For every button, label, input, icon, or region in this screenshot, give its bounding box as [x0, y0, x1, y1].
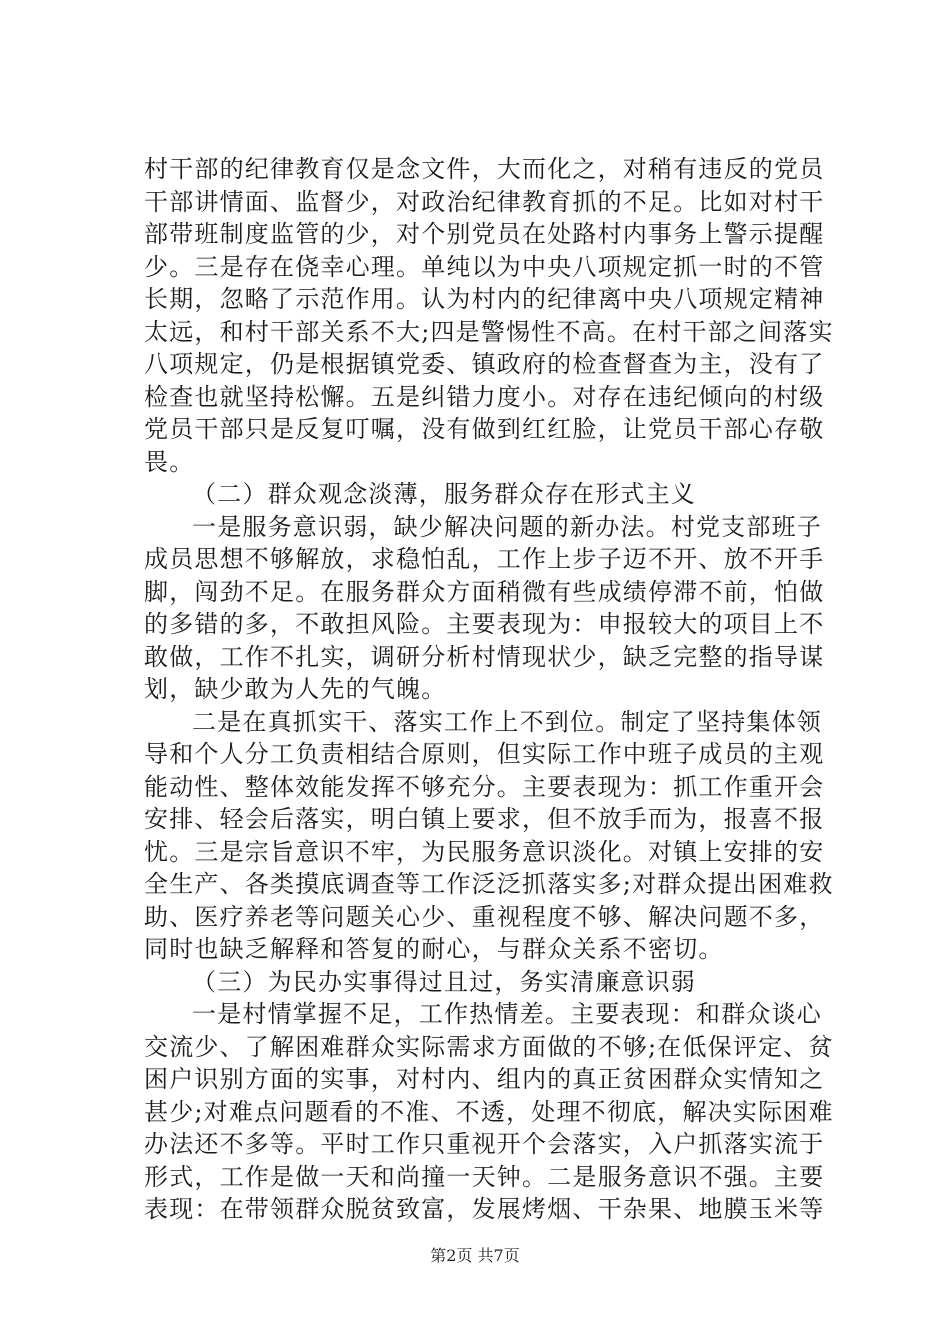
text-line: 表现：在带领群众脱贫致富，发展烤烟、干杂果、地膜玉米等 — [144, 1195, 825, 1223]
text-line: 交流少、了解困难群众实际需求方面做的不够;在低保评定、贫 — [144, 1032, 834, 1061]
text-line: 困户识别方面的实事，对村内、组内的真正贫困群众实情知之 — [144, 1065, 825, 1093]
text-line: 形式，工作是做一天和尚撞一天钟。二是服务意识不强。主要 — [144, 1162, 825, 1191]
text-line: 安排、轻会后落实，明白镇上要求，但不放手而为，报喜不报 — [144, 805, 825, 833]
text-line: 八项规定，仍是根据镇党委、镇政府的检查督查为主，没有了 — [144, 350, 825, 378]
text-line: 成员思想不够解放，求稳怕乱，工作上步子迈不开、放不开手 — [144, 545, 825, 573]
text-line: 一是村情掌握不足，工作热情差。主要表现：和群众谈心 — [192, 1000, 822, 1028]
text-line: 全生产、各类摸底调查等工作泛泛抓落实多;对群众提出困难救 — [144, 870, 834, 898]
text-line: 长期，忽略了示范作用。认为村内的纪律离中央八项规定精神 — [144, 285, 825, 313]
text-line: 二是在真抓实干、落实工作上不到位。制定了坚持集体领 — [192, 707, 822, 736]
text-line: 划，缺少敢为人先的气魄。 — [144, 675, 447, 703]
text-line: 一是服务意识弱，缺少解决问题的新办法。村党支部班子 — [192, 512, 822, 541]
text-line: 畏。 — [144, 447, 195, 476]
text-line: 太远，和村干部关系不大;四是警惕性不高。在村干部之间落实 — [144, 317, 834, 346]
text-line: 的多错的多，不敢担风险。主要表现为：申报较大的项目上不 — [144, 610, 825, 638]
text-line: 能动性、整体效能发挥不够充分。主要表现为：抓工作重开会 — [144, 772, 825, 801]
text-line: 办法还不多等。平时工作只重视开个会落实，入户抓落实流于 — [144, 1130, 825, 1158]
text-line: 同时也缺乏解释和答复的耐心，与群众关系不密切。 — [144, 935, 724, 963]
text-line: 导和个人分工负责相结合原则，但实际工作中班子成员的主观 — [144, 740, 825, 768]
text-line: 少。三是存在侥幸心理。单纯以为中央八项规定抓一时的不管 — [144, 252, 825, 281]
text-line: 部带班制度监管的少，对个别党员在处路村内事务上警示提醒 — [144, 220, 825, 248]
text-line: 忧。三是宗旨意识不牢，为民服务意识淡化。对镇上安排的安 — [144, 837, 825, 866]
page-number-footer: 第2页 共7页 — [430, 1246, 520, 1265]
text-line: 脚，闯劲不足。在服务群众方面稍微有些成绩停滞不前，怕做 — [144, 577, 825, 606]
text-line: 敢做，工作不扎实，调研分析村情现状少，缺乏完整的指导谋 — [144, 642, 825, 671]
document-body — [144, 153, 834, 1226]
text-line: 检查也就坚持松懈。五是纠错力度小。对存在违纪倾向的村级 — [144, 382, 825, 411]
text-line: 助、医疗养老等问题关心少、重视程度不够、解决问题不多， — [144, 902, 825, 931]
section-heading: （二）群众观念淡薄，服务群众存在形式主义 — [192, 480, 696, 508]
text-line: 甚少;对难点问题看的不准、不透，处理不彻底，解决实际困难 — [144, 1097, 834, 1126]
text-line: 党员干部只是反复叮嘱，没有做到红红脸，让党员干部心存敬 — [144, 415, 825, 443]
section-heading: （三）为民办实事得过且过，务实清廉意识弱 — [192, 967, 696, 996]
text-line: 干部讲情面、监督少，对政治纪律教育抓的不足。比如对村干 — [144, 187, 825, 216]
text-line: 村干部的纪律教育仅是念文件，大而化之，对稍有违反的党员 — [144, 155, 825, 183]
